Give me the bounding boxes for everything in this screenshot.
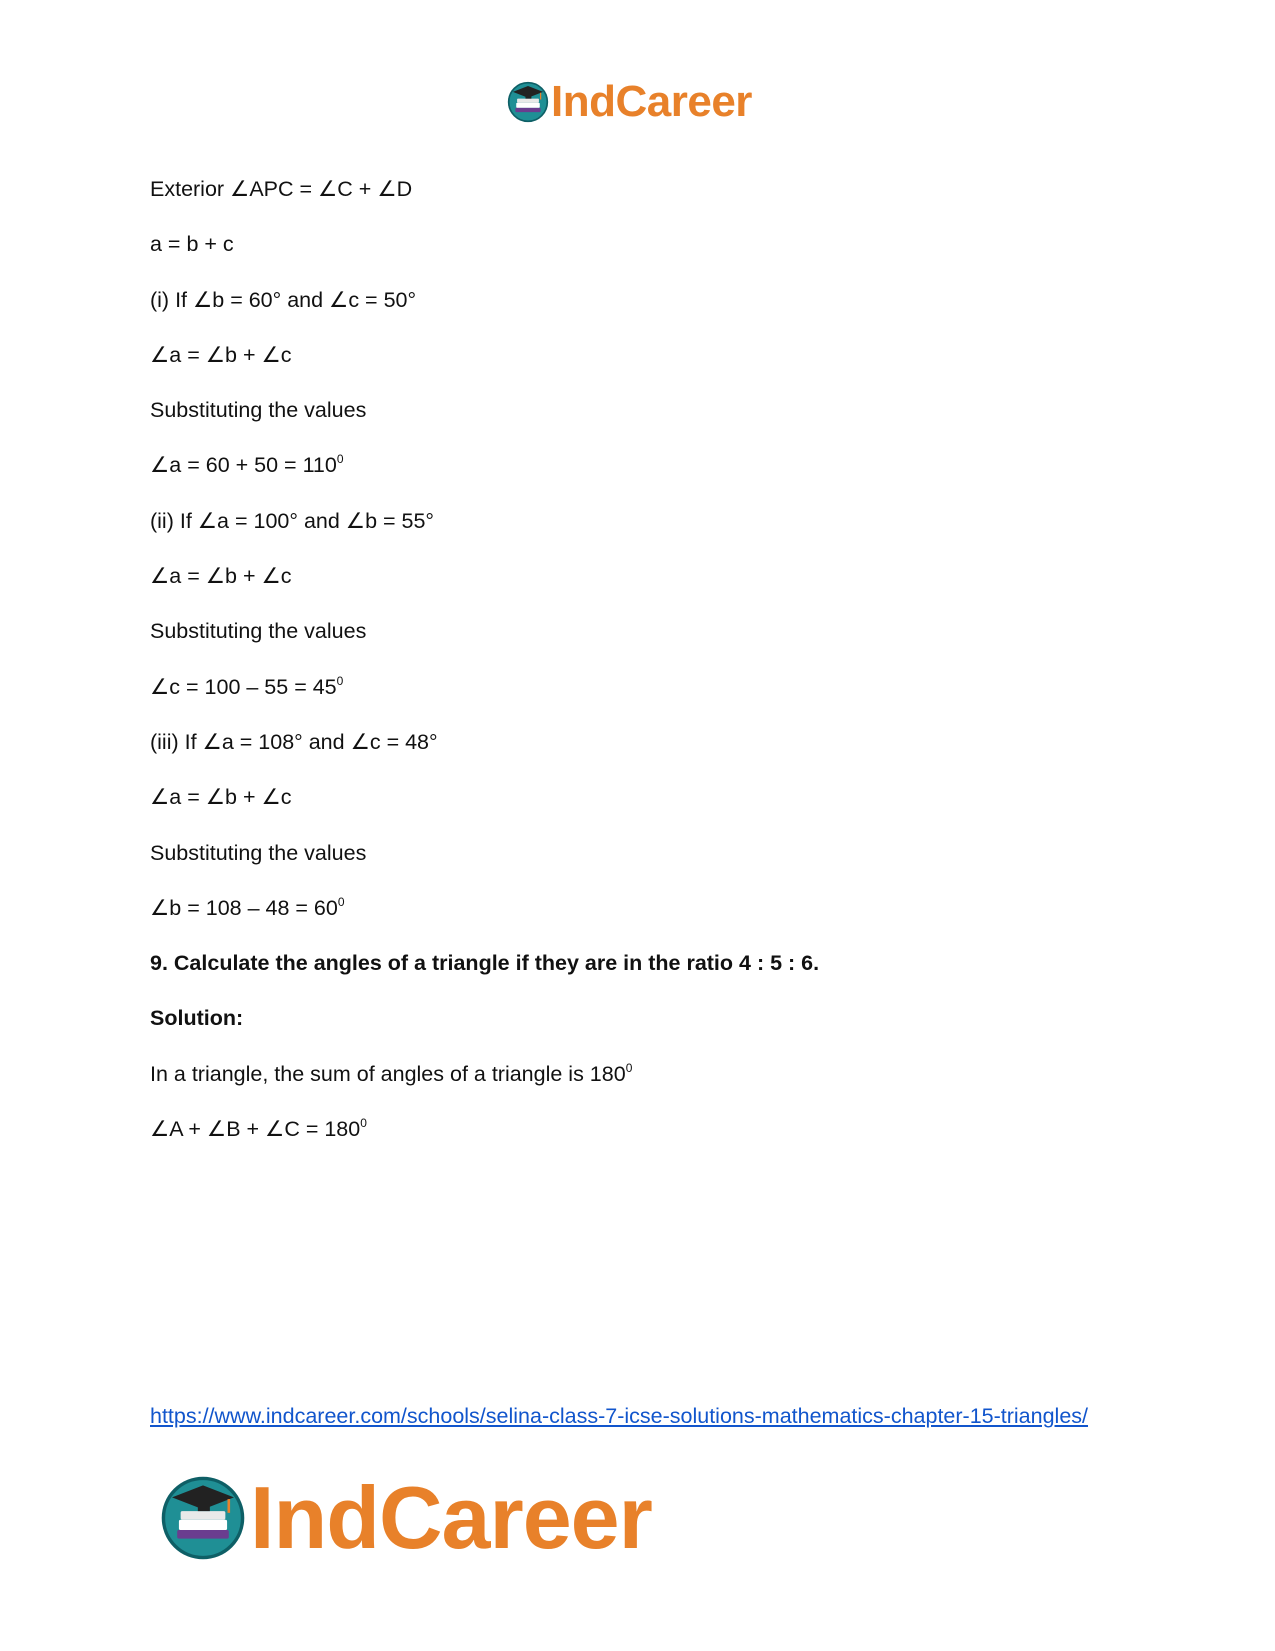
document-body xyxy=(150,176,1130,1171)
graduation-book-logo-icon xyxy=(160,1475,246,1561)
text-line: Substituting the values xyxy=(150,619,367,644)
text-line: ∠b = $108 - 48 = 60^0$ xyxy=(150,894,345,920)
degree-superscript: 0 xyxy=(336,673,344,688)
text-line: a = b + c xyxy=(150,232,234,257)
text-line: Substituting the values xyxy=(150,840,367,865)
text-line: ∠A + ∠B + ∠C = $180^0$ xyxy=(150,1116,367,1142)
source-link[interactable]: https://www.indcareer.com/schools/selina-class-7-icse-solutions-mathematics-chapter-15-triangles/ xyxy=(150,1404,1089,1428)
footer-logo xyxy=(160,1470,652,1566)
text-line: ∠a = ∠b + ∠c xyxy=(150,564,292,589)
footer-logo-text: IndCareer xyxy=(250,1468,652,1567)
header-logo xyxy=(507,78,752,126)
text-line: ∠c = $100 - 55 = 45^0$ xyxy=(150,673,344,699)
degree-superscript: 0 xyxy=(360,1116,367,1131)
text-line: (iii) If ∠a = 108° and ∠c = 48° xyxy=(150,729,438,754)
text-line: (i) If ∠b = 60° and ∠c = 50° xyxy=(150,287,417,312)
text-line: ∠a = ∠b + ∠c xyxy=(150,785,292,810)
text-line: Substituting the values xyxy=(150,398,367,423)
degree-superscript: 0 xyxy=(336,452,344,467)
text-line: ∠a = ∠b + ∠c xyxy=(150,342,292,367)
solution-heading: Solution: xyxy=(150,1006,244,1031)
degree-superscript: 0 xyxy=(625,1060,633,1075)
text-line: Exterior ∠APC = ∠C + ∠D xyxy=(150,177,413,201)
question-heading: 9. Calculate the angles of a triangle if they are in the ratio 4 : 5 : 6. xyxy=(150,951,820,976)
header-logo-text: IndCareer xyxy=(551,77,752,126)
text-line: ∠a = $60 + 50 = 110^0$ xyxy=(150,452,344,478)
text-line: (ii) If ∠a = 100° and ∠b = 55° xyxy=(150,508,435,533)
degree-superscript: 0 xyxy=(337,894,345,909)
graduation-book-logo-icon xyxy=(507,81,549,123)
text-line: In a triangle, the sum of angles of a triangle is $180^0$ xyxy=(150,1060,633,1086)
